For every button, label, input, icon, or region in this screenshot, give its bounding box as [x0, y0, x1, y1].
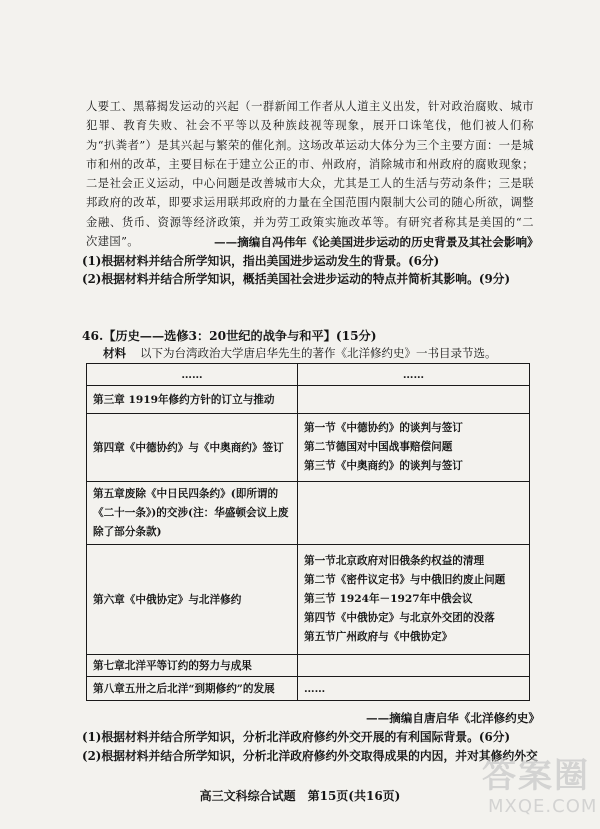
toc-section: 第三节《中奥商约》的谈判与签订 [304, 460, 463, 472]
toc-section: 第四节《中俄协定》与北京外交团的没落 [304, 612, 495, 624]
q45-part1: (1)根据材料并结合所学知识，指出美国进步运动发生的背景。(6分) [82, 254, 440, 268]
toc-row [87, 677, 530, 701]
toc-row [87, 364, 530, 386]
passage-source: ——摘编自冯伟年《论美国进步运动的历史背景及其社会影响》 [214, 235, 539, 249]
toc-row [87, 545, 530, 655]
toc-section: 第二节《密件议定书》与中俄旧约废止问题 [304, 574, 506, 586]
page-footer: 高三文科综合试题 第15页(共16页) [199, 789, 401, 803]
toc-section: 第三节 1924年－1927年中俄会议 [304, 593, 473, 605]
q46-material-intro [103, 345, 497, 361]
toc-chapter: 第四章《中德协约》与《中奥商约》签订 [87, 414, 298, 482]
watermark-logo [474, 746, 598, 822]
material-label: 材料 [103, 346, 126, 360]
toc-row [87, 414, 530, 482]
material-passage: 人要工、黑幕揭发运动的兴起（一群新闻工作者从人道主义出发，针对政治腐败、城市犯罪、教育失败、社会不平等以及种族歧视等现象，展开口诛笔伐，他们被人们称为“扒粪者”）是其兴起与繁荣的催化剂。这场改革运动大体分为三个主要方面：一是城市和州的改革，主要目标在于建立公正的市、州政府，消除城市和州政府的腐败现象；二是社会正义运动，中心问题是改善城市大众，尤其是工人的生活与劳动条件；三是联邦政府的改革，即要求运用联邦政府的力量在全国范围内限制大公司的随心所欲，调整金融、货币、资源等经济政策，并为劳工政策实施改革等。有研究者称其是美国的“二次建国”。 [86, 100, 534, 249]
toc-table [86, 363, 530, 701]
watermark-domain: MXQE.COM [488, 796, 598, 817]
material-text: 以下为台湾政治大学唐启华先生的著作《北洋修约史》一书目录节选。 [140, 346, 497, 360]
toc-chapter: 第七章北洋平等订约的努力与成果 [87, 655, 298, 677]
toc-section: 第一节北京政府对旧俄条约权益的清理 [304, 555, 485, 567]
toc-row [87, 655, 530, 677]
toc-section: …… [298, 364, 530, 386]
toc-chapter: 第三章 1919年修约方针的订立与推动 [87, 386, 298, 414]
toc-row [87, 482, 530, 545]
q45-part2: (2)根据材料并结合所学知识，概括美国社会进步运动的特点并简析其影响。(9分) [82, 272, 511, 286]
toc-section-empty [298, 386, 530, 414]
toc-section-empty [298, 655, 530, 677]
toc-section-empty [298, 482, 530, 545]
toc-chapter: 第五章废除《中日民四条约》(即所谓的《二十一条》)的交涉(注：华盛顿会议上废除了部分条款) [87, 482, 298, 545]
toc-chapter: 第六章《中俄协定》与北洋修约 [87, 545, 298, 655]
toc-section: 第二节德国对中国战事赔偿问题 [304, 441, 453, 453]
q46-heading: 46.【历史——选修3：20世纪的战争与和平】(15分) [82, 329, 377, 343]
watermark-text: 答案圈 [482, 756, 590, 796]
toc-chapter: 第八章五卅之后北洋“到期修约”的发展 [87, 677, 298, 701]
q46-part1: (1)根据材料并结合所学知识，分析北洋政府修约外交开展的有利国际背景。(6分) [82, 730, 511, 744]
toc-sections [298, 545, 530, 655]
q46-part2: (2)根据材料并结合所学知识，分析北洋政府修约外交取得成果的内因，并对其修约外交 [82, 749, 538, 763]
toc-chapter: …… [87, 364, 298, 386]
toc-section: 第五节广州政府与《中俄协定》 [304, 631, 453, 643]
toc-section: …… [298, 677, 530, 701]
toc-section: 第一节《中德协约》的谈判与签订 [304, 422, 463, 434]
toc-sections [298, 414, 530, 482]
toc-row [87, 386, 530, 414]
toc-source: ——摘编自唐启华《北洋修约史》 [366, 711, 540, 725]
